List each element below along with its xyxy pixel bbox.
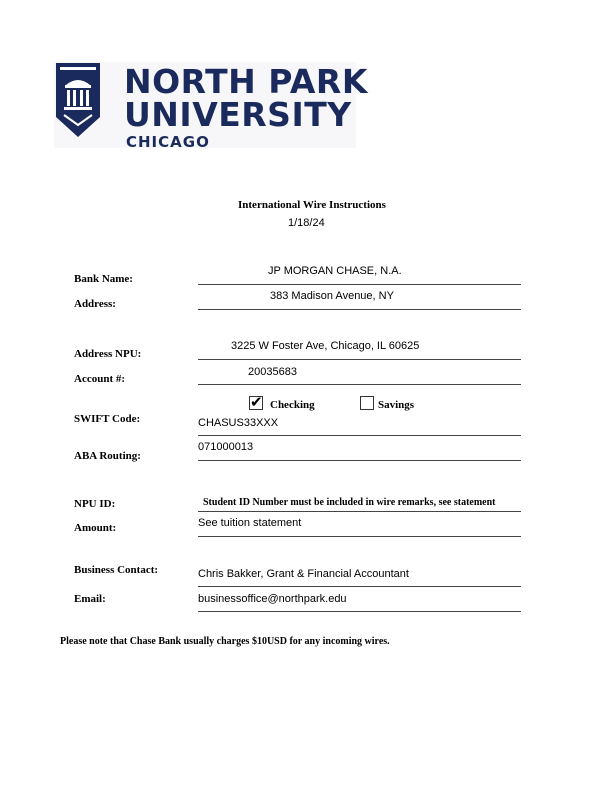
business-contact-value: Chris Bakker, Grant & Financial Accountant (198, 568, 409, 580)
footer-note: Please note that Chase Bank usually charges $10USD for any incoming wires. (60, 636, 390, 647)
address-npu-rule (198, 359, 521, 360)
business-contact-label: Business Contact: (74, 564, 159, 576)
npu-id-label: NPU ID: (74, 498, 116, 510)
address-npu-label: Address NPU: (74, 348, 142, 360)
aba-value: 071000013 (198, 441, 254, 453)
swift-rule (198, 435, 521, 436)
logo-text-line3: CHICAGO (126, 133, 210, 151)
shield-logo-icon (56, 63, 100, 137)
account-rule (198, 384, 521, 385)
email-value: businessoffice@northpark.edu (198, 593, 347, 605)
address-rule (198, 309, 521, 310)
aba-label: ABA Routing: (74, 450, 141, 462)
amount-label: Amount: (74, 522, 117, 534)
account-label: Account #: (74, 373, 126, 385)
email-label: Email: (74, 593, 106, 605)
savings-checkbox[interactable] (360, 396, 374, 410)
bank-name-rule (198, 284, 521, 285)
address-npu-value: 3225 W Foster Ave, Chicago, IL 60625 (231, 340, 420, 352)
checking-checkbox[interactable]: ✔ (250, 394, 263, 411)
address-label: Address: (74, 298, 116, 310)
document-date: 1/18/24 (288, 217, 325, 229)
amount-value: See tuition statement (198, 517, 302, 529)
npu-id-value: Student ID Number must be included in wire remarks, see statement (203, 497, 496, 508)
amount-rule (198, 536, 521, 537)
bank-name-value: JP MORGAN CHASE, N.A. (268, 265, 402, 277)
swift-value: CHASUS33XXX (198, 417, 279, 429)
npu-id-rule (198, 511, 521, 512)
savings-label: Savings (378, 399, 415, 411)
account-value: 20035683 (248, 366, 297, 378)
email-rule (198, 611, 521, 612)
page-title: International Wire Instructions (238, 199, 386, 211)
checking-label: Checking (270, 399, 315, 411)
business-contact-rule (198, 586, 521, 587)
address-value: 383 Madison Avenue, NY (270, 290, 394, 302)
logo-text-line1: NORTH PARK (124, 62, 368, 101)
aba-rule (198, 460, 521, 461)
swift-label: SWIFT Code: (74, 413, 141, 425)
bank-name-label: Bank Name: (74, 273, 133, 285)
logo-text-line2: UNIVERSITY (124, 95, 352, 134)
